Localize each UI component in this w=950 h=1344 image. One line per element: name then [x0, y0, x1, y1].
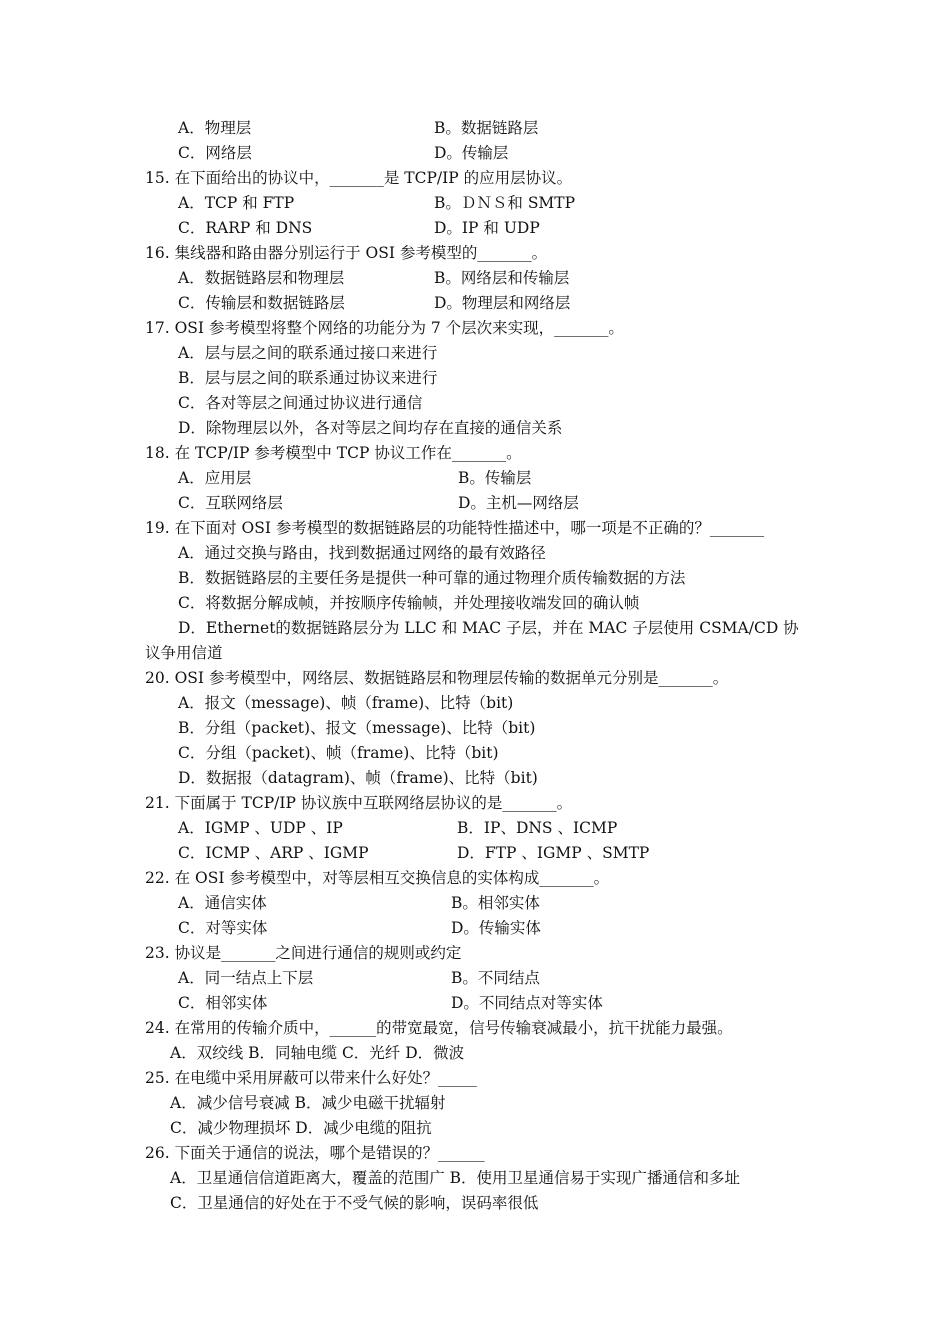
question-24: 24. 在常用的传输介质中，______的带宽最宽，信号传输衰减最小，抗干扰能力最强。	[145, 1019, 733, 1037]
option-26-c: C．卫星通信的好处在于不受气候的影响，误码率很低	[170, 1194, 539, 1212]
option-16-a: A．数据链路层和物理层	[178, 269, 345, 287]
option-19-a: A．通过交换与路由，找到数据通过网络的最有效路径	[178, 544, 546, 562]
option-14-d: D。传输层	[434, 144, 509, 162]
option-15-c: C．RARP 和 DNS	[178, 219, 313, 237]
options-25-ab: A．减少信号衰减 B．减少电磁干扰辐射	[170, 1094, 446, 1112]
option-15-a: A．TCP 和 FTP	[178, 194, 295, 212]
options-25-cd: C．减少物理损坏 D．减少电缆的阻抗	[170, 1119, 432, 1137]
option-21-d: D．FTP 、IGMP 、SMTP	[457, 844, 650, 862]
option-21-b: B．IP、DNS 、ICMP	[457, 819, 618, 837]
option-18-d: D。主机—网络层	[458, 494, 579, 512]
question-19: 19. 在下面对 OSI 参考模型的数据链路层的功能特性描述中，哪一项是不正确的？_______	[145, 519, 765, 537]
option-14-c: C．网络层	[178, 144, 252, 162]
option-20-d: D．数据报（datagram)、帧（frame)、比特（bit)	[178, 769, 538, 787]
option-22-d: D。传输实体	[451, 919, 541, 937]
option-15-d: D。IP 和 UDP	[434, 219, 540, 237]
question-26: 26. 下面关于通信的说法，哪个是错误的？______	[145, 1144, 485, 1162]
option-15-b: B。ＤＮＳ和 SMTP	[434, 194, 576, 212]
option-17-a: A．层与层之间的联系通过接口来进行	[178, 344, 438, 362]
option-14-a: A．物理层	[178, 119, 252, 137]
option-17-b: B．层与层之间的联系通过协议来进行	[178, 369, 438, 387]
question-17: 17. OSI 参考模型将整个网络的功能分为 7 个层次来实现，_______。	[145, 319, 624, 337]
option-20-a: A．报文（message)、帧（frame)、比特（bit)	[178, 694, 514, 712]
option-16-b: B。网络层和传输层	[434, 269, 570, 287]
question-16: 16. 集线器和路由器分别运行于 OSI 参考模型的_______。	[145, 244, 548, 262]
option-17-d: D．除物理层以外，各对等层之间均存在直接的通信关系	[178, 419, 563, 437]
option-23-c: C．相邻实体	[178, 994, 268, 1012]
options-26-ab: A．卫星通信信道距离大，覆盖的范围广 B．使用卫星通信易于实现广播通信和多址	[170, 1169, 741, 1187]
option-22-a: A．通信实体	[178, 894, 267, 912]
options-24: A．双绞线 B．同轴电缆 C．光纤 D．微波	[170, 1044, 465, 1062]
option-16-d: D。物理层和网络层	[434, 294, 571, 312]
option-14-b: B。数据链路层	[434, 119, 539, 137]
option-16-c: C．传输层和数据链路层	[178, 294, 345, 312]
question-15: 15. 在下面给出的协议中，_______是 TCP/IP 的应用层协议。	[145, 169, 573, 187]
option-18-a: A．应用层	[178, 469, 252, 487]
option-23-d: D。不同结点对等实体	[451, 994, 603, 1012]
option-17-c: C．各对等层之间通过协议进行通信	[178, 394, 423, 412]
option-18-c: C．互联网络层	[178, 494, 283, 512]
question-23: 23. 协议是_______之间进行通信的规则或约定	[145, 944, 462, 962]
question-21: 21. 下面属于 TCP/IP 协议族中互联网络层协议的是_______。	[145, 794, 573, 812]
option-23-b: B。不同结点	[451, 969, 540, 987]
option-21-a: A．IGMP 、UDP 、IP	[178, 819, 343, 837]
question-20: 20. OSI 参考模型中，网络层、数据链路层和物理层传输的数据单元分别是_______。	[145, 669, 729, 687]
option-19-c: C．将数据分解成帧，并按顺序传输帧，并处理接收端发回的确认帧	[178, 594, 640, 612]
option-20-c: C．分组（packet)、帧（frame)、比特（bit)	[178, 744, 499, 762]
option-23-a: A．同一结点上下层	[178, 969, 314, 987]
option-18-b: B。传输层	[458, 469, 532, 487]
option-21-c: C．ICMP 、ARP 、IGMP	[178, 844, 369, 862]
option-19-d: D．Ethernet的数据链路层分为 LLC 和 MAC 子层，并在 MAC 子层使用 CSMA/CD 协	[178, 619, 799, 637]
option-20-b: B．分组（packet)、报文（message)、比特（bit)	[178, 719, 536, 737]
option-19-d-continued: 议争用信道	[145, 644, 223, 662]
question-22: 22. 在 OSI 参考模型中，对等层相互交换信息的实体构成_______。	[145, 869, 610, 887]
question-18: 18. 在 TCP/IP 参考模型中 TCP 协议工作在_______。	[145, 444, 522, 462]
option-22-c: C．对等实体	[178, 919, 268, 937]
option-22-b: B。相邻实体	[451, 894, 540, 912]
question-25: 25. 在电缆中采用屏蔽可以带来什么好处？_____	[145, 1069, 477, 1087]
option-19-b: B．数据链路层的主要任务是提供一种可靠的通过物理介质传输数据的方法	[178, 569, 686, 587]
